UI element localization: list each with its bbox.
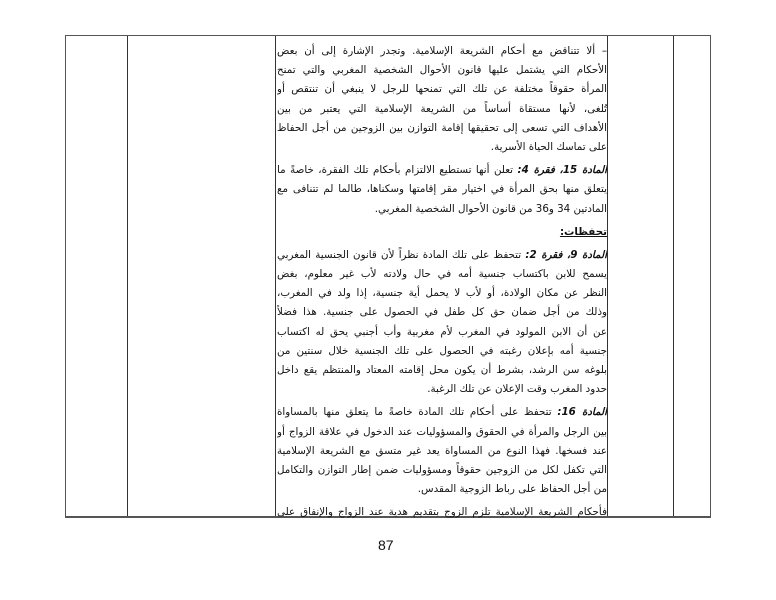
column-divider (127, 36, 128, 516)
text-line: التي تكفل لكل من الزوجين حقوقاً ومسؤوليات ضمن إطار التوازن والتكامل (277, 463, 607, 476)
text-line: وذلك من أجل ضمان حق كل طفل في الحصول على جنسية. هذا فضلاً (277, 306, 607, 319)
text-line: تعلن أنها تستطيع الالتزام بأحكام تلك الفقرة، خاصةً ما (277, 164, 514, 177)
text-line: عند فسخها. فهذا النوع من المساواة يعد غير متسق مع الشريعة الإسلامية (277, 444, 607, 457)
text-line: تُلغى، لأنها مستقاة أساساً من الشريعة الإسلامية التي يعتبر من بين (277, 102, 607, 115)
text-line: المادتين 34 و36 من قانون الأحوال الشخصية المغربي. (374, 202, 607, 215)
text-line: بين الرجل والمرأة في الحقوق والمسؤوليات عند الدخول في علاقة الزواج أو (277, 425, 607, 438)
text-line: تتحفظ على أحكام تلك المادة خاصةً ما يتعلق منها بالمساواة (277, 406, 552, 419)
column-divider (673, 36, 674, 516)
text-line: الأحكام التي يشتمل عليها قانون الأحوال الشخصية المغربي والتي تمنح (277, 64, 607, 77)
text-line: المرأة حقوقاً مختلفة عن تلك التي تمنحها للرجل لا ينبغي أن تنتقص أو (277, 83, 607, 96)
text-line: حدود المغرب وقت الإعلان عن تلك الرغبة. (427, 383, 607, 396)
paragraph-article-16 (277, 403, 607, 499)
text-line: فأحكام الشريعة الإسلامية تلزم الزوج بتقديم هدية عند الزواج والإنفاق على (277, 506, 607, 519)
text-line: الأهداف التي تسعى إلى تحقيقها إقامة التوازن بين الزوجين من أجل الحفاظ (277, 121, 607, 134)
text-line: النظر عن مكان الولادة، أو لأب لا يحمل أية جنسية، إذا ولد في المغرب، (277, 287, 607, 300)
paragraph-article-9 (277, 246, 607, 400)
text-line: – ألا تتناقض مع أحكام الشريعة الإسلامية. وتجدر الإشارة إلى أن بعض (277, 45, 607, 57)
column-divider (607, 36, 608, 516)
page-number: 87 (378, 537, 394, 553)
paragraph-intro (277, 42, 607, 157)
text-line: على تماسك الحياة الأسرية. (490, 140, 607, 153)
paragraph-article-15 (277, 161, 607, 219)
article-label: المادة 15، فقرة 4: (517, 164, 607, 177)
text-line: عن أن الابن المولود في المغرب لأم مغربية وأب أجنبي يحق له اكتساب (277, 325, 607, 338)
article-label: المادة 9، فقرة 2: (525, 248, 607, 261)
reservations-heading: تحفظات: (559, 225, 607, 238)
text-line: تتحفظ على تلك المادة نظراً لأن قانون الجنسية المغربي (277, 248, 522, 261)
text-line: بلوغه سن الرشد، بشرط أن يكون محل إقامته المعتاد والمنتظم يقع داخل (277, 364, 607, 376)
text-line: يتعلق منها بحق المرأة في اختيار مقر إقامتها وسكناها، طالما لم تتنافى مع (277, 183, 607, 196)
reservations-heading-block (277, 223, 607, 242)
document-table (65, 35, 711, 518)
text-line: جنسية أمه بإعلان رغبته في الحصول على تلك الجنسية خلال سنتين من (277, 344, 607, 357)
text-line: يسمح للابن باكتساب جنسية أمه في حال ولادته لأب غير معلوم، بغض (277, 268, 607, 281)
column-divider (275, 36, 276, 516)
paragraph-continuation (277, 503, 607, 522)
article-label: المادة 16: (557, 406, 607, 419)
text-line: من أجل الحفاظ على رباط الزوجية المقدس. (417, 483, 607, 496)
main-text-cell (277, 42, 607, 527)
